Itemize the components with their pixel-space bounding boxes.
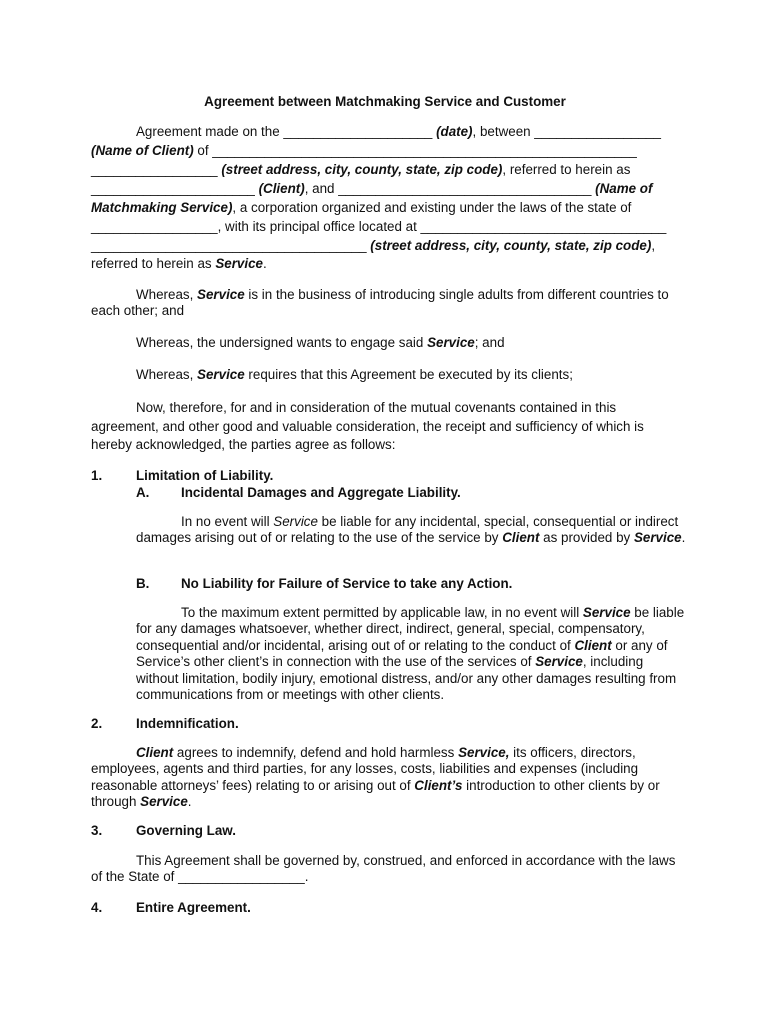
intro-line-2 (91, 143, 686, 159)
intro-text: , a corporation organized and existing under the laws of the state of (232, 200, 632, 215)
intro-text: , referred to herein as (502, 162, 631, 177)
section-2-title: Indemnification. (136, 716, 239, 731)
intro-text: . (262, 256, 267, 271)
service-name-label: (Name of (595, 181, 653, 196)
intro-text: _________________ (91, 162, 222, 177)
section-4-title: Entire Agreement. (136, 900, 251, 915)
client-label: (Client) (258, 181, 305, 196)
intro-line-4 (91, 181, 686, 197)
intro-line-8 (91, 256, 686, 272)
intro-text: , and __________________________________ (304, 181, 596, 196)
intro-line-5 (91, 200, 686, 216)
intro-line-6 (91, 219, 686, 235)
intro-text: Agreement made on the ____________________ (136, 124, 437, 139)
section-3-body: This Agreement shall be governed by, construed, and enforced in accordance with the laws of the State of _________________. (91, 853, 676, 885)
intro-line-7 (91, 238, 686, 254)
whereas-3: Whereas, Service requires that this Agreement be executed by its clients; (136, 367, 573, 382)
section-1-title: Limitation of Liability. (136, 468, 274, 483)
section-3-title: Governing Law. (136, 823, 236, 838)
intro-text: _________________, with its principal office located at _________________________________ (91, 219, 667, 234)
intro-text: of _________________________________________________________ (193, 143, 637, 158)
intro-text: , (651, 238, 656, 253)
section-4-number: 4. (91, 900, 103, 915)
section-1b-body: To the maximum extent permitted by applicable law, in no event will Service be liable for any damages whatsoever, whether direct, indirect, general, special, compensatory, consequential and/or incidental, arising out of or relating to the conduct of Client or any of Service’s other client’s in connection with the use of the services of Service, including without limitation, bodily injury, emotional distress, and/or any other damages resulting from communications from or meetings with other clients. (136, 605, 685, 703)
section-1a-number: A. (136, 485, 150, 500)
intro-line-1 (91, 124, 686, 140)
section-2-number: 2. (91, 716, 103, 731)
intro-date-label: (date) (436, 124, 473, 139)
section-1b-number: B. (136, 576, 150, 591)
now-therefore-paragraph: Now, therefore, for and in consideration of the mutual covenants contained in this agreement, and other good and valuable consideration, the receipt and sufficiency of which is hereby acknowledged, the parties agree as follows: (91, 400, 644, 452)
whereas-2: Whereas, the undersigned wants to engage said Service; and (136, 335, 505, 350)
service-label: Service (215, 256, 263, 271)
address-label: (street address, city, county, state, zip code) (370, 238, 652, 253)
document-title: Agreement between Matchmaking Service and Customer (204, 94, 566, 109)
section-1a-body: In no event will Service be liable for any incidental, special, consequential or indirect damages arising out of or relating to the use of the service by Client as provided by Service. (136, 514, 686, 546)
intro-text: , between _________________ (472, 124, 661, 139)
section-1b-title: No Liability for Failure of Service to take any Action. (181, 576, 513, 591)
section-1a-title: Incidental Damages and Aggregate Liability. (181, 485, 461, 500)
section-2-body: Client agrees to indemnify, defend and hold harmless Service, its officers, directors, employees, agents and third parties, for any losses, costs, liabilities and expenses (including reasonable attorneys’ fees) relating to or arising out of Client’s introduction to other clients by or through Service. (91, 745, 660, 810)
service-name-label: Matchmaking Service) (91, 200, 233, 215)
client-name-label: (Name of Client) (91, 143, 194, 158)
address-label: (street address, city, county, state, zip code) (221, 162, 503, 177)
section-1-number: 1. (91, 468, 103, 483)
section-3-number: 3. (91, 823, 103, 838)
intro-text: ______________________ (91, 181, 259, 196)
whereas-1: Whereas, Service is in the business of introducing single adults from different countries to each other; and (91, 287, 669, 319)
intro-line-3 (91, 162, 686, 178)
intro-text: referred to herein as (91, 256, 216, 271)
intro-text: _____________________________________ (91, 238, 371, 253)
